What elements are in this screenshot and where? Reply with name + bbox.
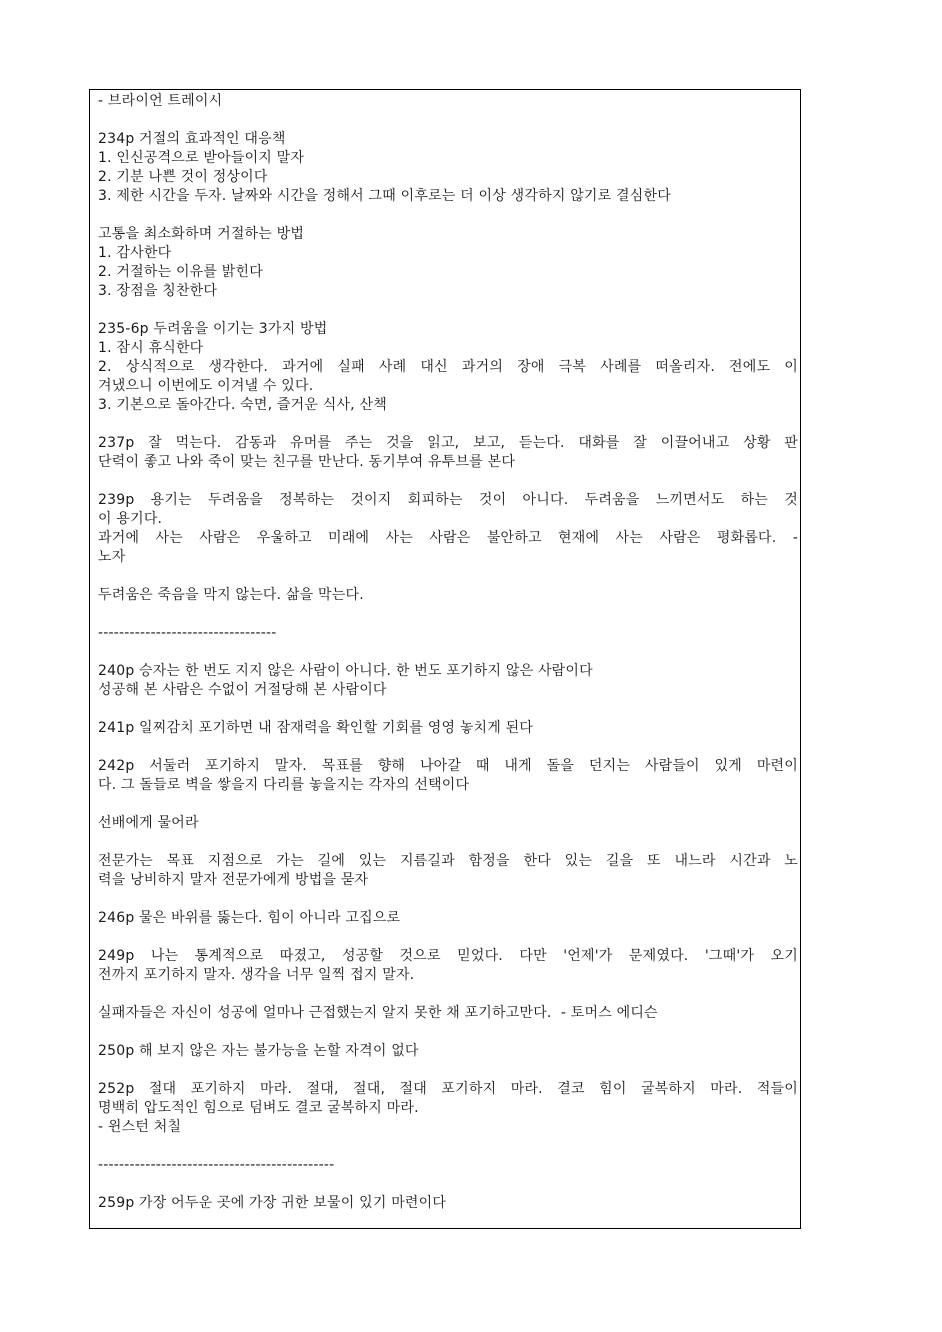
text-line: 두려움은 죽음을 막지 않는다. 삶을 막는다. (98, 587, 364, 603)
text-line: 력을 낭비하지 말자 전문가에게 방법을 묻자 (98, 872, 369, 888)
blank-line (98, 890, 798, 909)
text-line: 3. 기본으로 돌아간다. 숙면, 즐거운 식사, 산책 (98, 397, 387, 413)
blank-line (98, 985, 798, 1004)
text-line: - 브라이언 트레이시 (98, 93, 223, 109)
text-line: 명백히 압도적인 힘으로 덤벼도 결코 굴복하지 마라. (98, 1100, 419, 1116)
text-line: 선배에게 물어라 (98, 815, 199, 831)
text-line: 이 용기다. (98, 511, 163, 527)
blank-line (98, 605, 798, 624)
text-line: 259p 가장 어두운 곳에 가장 귀한 보물이 있기 마련이다 (98, 1195, 447, 1211)
text-line: 246p 물은 바위를 뚫는다. 힘이 아니라 고집으로 (98, 910, 401, 926)
text-line: 실패자들은 자신이 성공에 얼마나 근접했는지 알지 못한 채 포기하고만다. - 토머스 에디슨 (98, 1005, 658, 1021)
text-line: 노자 (98, 549, 126, 565)
blank-line (98, 643, 798, 662)
blank-line (98, 795, 798, 814)
text-line: --------------------------------------------- (98, 1157, 335, 1173)
text-line: 과거에 사는 사람은 우울하고 미래에 사는 사람은 불안하고 현재에 사는 사람은 평화롭다. - (98, 530, 798, 546)
text-box (89, 89, 801, 1229)
blank-line (98, 111, 798, 130)
text-line: 252p 절대 포기하지 마라. 절대, 절대, 절대 포기하지 마라. 결코 힘이 굴복하지 마라. 적들이 (98, 1081, 798, 1097)
document-body (98, 92, 798, 1213)
text-line: 전문가는 목표 지점으로 가는 길에 있는 지름길과 함정을 한다 있는 길을 또 내느라 시간과 노 (98, 853, 798, 869)
text-line: 1. 감사한다 (98, 245, 172, 261)
text-line: 241p 일찌감치 포기하면 내 잠재력을 확인할 기회를 영영 놓치게 된다 (98, 720, 534, 736)
text-line: 2. 상식적으로 생각한다. 과거에 실패 사례 대신 과거의 장애 극복 사례를 떠올리자. 전에도 이 (98, 359, 798, 375)
blank-line (98, 1023, 798, 1042)
blank-line (98, 1061, 798, 1080)
text-line: 242p 서둘러 포기하지 말자. 목표를 향해 나아갈 때 내게 돌을 던지는 사람들이 있게 마련이 (98, 758, 798, 774)
text-line: 3. 장점을 칭찬한다 (98, 283, 218, 299)
text-line: 전까지 포기하지 말자. 생각을 너무 일찍 접지 말자. (98, 967, 415, 983)
blank-line (98, 301, 798, 320)
text-line: 겨냈으니 이번에도 이겨낼 수 있다. (98, 378, 314, 394)
blank-line (98, 928, 798, 947)
text-line: 235-6p 두려움을 이기는 3가지 방법 (98, 321, 328, 337)
blank-line (98, 700, 798, 719)
text-line: 2. 기분 나쁜 것이 정상이다 (98, 169, 268, 185)
blank-line (98, 1137, 798, 1156)
blank-line (98, 472, 798, 491)
text-line: 250p 해 보지 않은 자는 불가능을 논할 자격이 없다 (98, 1043, 419, 1059)
text-line: 2. 거절하는 이유를 밝힌다 (98, 264, 263, 280)
blank-line (98, 206, 798, 225)
text-line: - 윈스턴 처칠 (98, 1119, 182, 1135)
text-line: 240p 승자는 한 번도 지지 않은 사람이 아니다. 한 번도 포기하지 않은 사람이다 (98, 663, 593, 679)
text-line: 234p 거절의 효과적인 대응책 (98, 131, 286, 147)
text-line: 239p 용기는 두려움을 정복하는 것이지 회피하는 것이 아니다. 두려움을 느끼면서도 하는 것 (98, 492, 798, 508)
blank-line (98, 567, 798, 586)
text-line: 3. 제한 시간을 두자. 날짜와 시간을 정해서 그때 이후로는 더 이상 생각하지 않기로 결심한다 (98, 188, 671, 204)
text-line: ---------------------------------- (98, 625, 277, 641)
text-line: 1. 인신공격으로 받아들이지 말자 (98, 150, 305, 166)
text-line: 성공해 본 사람은 수없이 거절당해 본 사람이다 (98, 682, 387, 698)
blank-line (98, 833, 798, 852)
text-line: 고통을 최소화하며 거절하는 방법 (98, 226, 305, 242)
text-line: 249p 나는 통계적으로 따졌고, 성공할 것으로 믿었다. 다만 '언제'가 문제였다. '그때'가 오기 (98, 948, 798, 964)
blank-line (98, 1175, 798, 1194)
blank-line (98, 415, 798, 434)
text-line: 237p 잘 먹는다. 감동과 유머를 주는 것을 읽고, 보고, 듣는다. 대화를 잘 이끌어내고 상황 판 (98, 435, 798, 451)
text-line: 1. 잠시 휴식한다 (98, 340, 204, 356)
blank-line (98, 738, 798, 757)
text-line: 단력이 좋고 나와 죽이 맞는 친구를 만난다. 동기부여 유투브를 본다 (98, 454, 516, 470)
text-line: 다. 그 돌들로 벽을 쌓을지 다리를 놓을지는 각자의 선택이다 (98, 777, 470, 793)
